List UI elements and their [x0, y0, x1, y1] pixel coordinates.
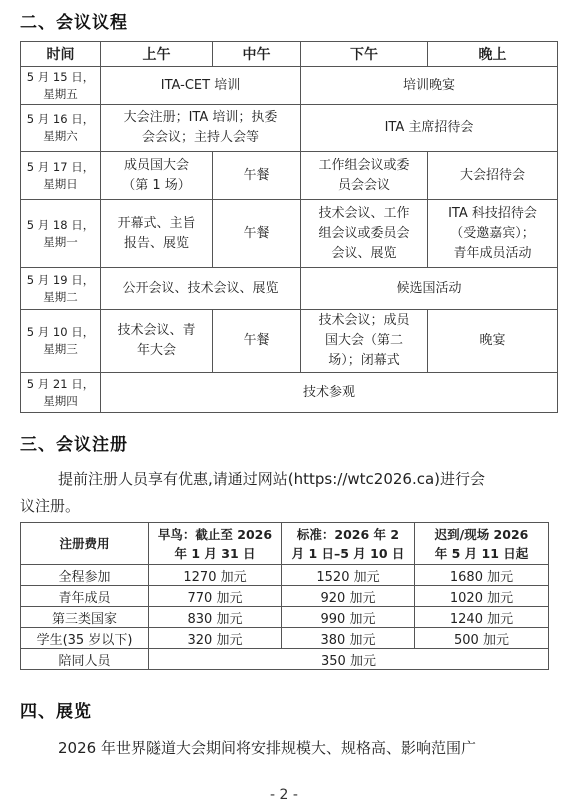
fee-category: 陪同人员 — [21, 649, 149, 670]
schedule-row — [21, 200, 558, 268]
fee-late: 1020 加元 — [415, 586, 549, 607]
date-cell: 5 月 10 日， 星期三 — [21, 310, 101, 373]
fee-late: 1240 加元 — [415, 607, 549, 628]
fee-standard: 920 加元 — [282, 586, 415, 607]
header-evening: 晚上 — [428, 42, 558, 67]
schedule-row — [21, 105, 558, 152]
section-3-title: 三、会议注册 — [20, 435, 128, 455]
header-standard: 标准：2026 年 2 月 1 日–5 月 10 日 — [282, 523, 415, 565]
section-2-title: 二、会议议程 — [20, 13, 128, 33]
afternoon-evening-cell: 培训晚宴 — [301, 67, 558, 105]
table-row — [21, 586, 549, 607]
fee-standard: 990 加元 — [282, 607, 415, 628]
date-cell: 5 月 17 日， 星期日 — [21, 152, 101, 200]
registration-paragraph-line1: 提前注册人员享有优惠,请通过网站(https://wtc2026.ca)进行会 — [58, 470, 486, 488]
registration-paragraph-line2: 议注册。 — [20, 497, 81, 515]
header-fee-type: 注册费用 — [21, 523, 149, 565]
noon-cell: 午餐 — [213, 152, 301, 200]
schedule-row — [21, 310, 558, 373]
schedule-row — [21, 268, 558, 310]
morning-cell: 成员国大会 （第 1 场） — [101, 152, 213, 200]
fee-early: 320 加元 — [149, 628, 282, 649]
date-cell: 5 月 16 日， 星期六 — [21, 105, 101, 152]
morning-noon-cell: ITA-CET 培训 — [101, 67, 301, 105]
fee-category: 学生(35 岁以下) — [21, 628, 149, 649]
fee-late: 500 加元 — [415, 628, 549, 649]
schedule-row — [21, 152, 558, 200]
afternoon-cell: 工作组会议或委 员会会议 — [301, 152, 428, 200]
table-row — [21, 649, 549, 670]
schedule-table — [20, 41, 558, 413]
schedule-row — [21, 67, 558, 105]
page-number: - 2 - — [270, 787, 298, 803]
fee-companion: 350 加元 — [149, 649, 549, 670]
morning-cell: 技术会议、青 年大会 — [101, 310, 213, 373]
header-early-bird: 早鸟：截止至 2026 年 1 月 31 日 — [149, 523, 282, 565]
fee-category: 全程参加 — [21, 565, 149, 586]
afternoon-evening-cell: 候选国活动 — [301, 268, 558, 310]
fee-early: 830 加元 — [149, 607, 282, 628]
afternoon-cell: 技术会议、工作 组会议或委员会 会议、展览 — [301, 200, 428, 268]
fee-standard: 380 加元 — [282, 628, 415, 649]
morning-noon-cell: 公开会议、技术会议、展览 — [101, 268, 301, 310]
schedule-row — [21, 373, 558, 413]
header-noon: 中午 — [213, 42, 301, 67]
fee-early: 770 加元 — [149, 586, 282, 607]
header-morning: 上午 — [101, 42, 213, 67]
noon-cell: 午餐 — [213, 310, 301, 373]
all-day-cell: 技术参观 — [101, 373, 558, 413]
table-row — [21, 565, 549, 586]
fee-standard: 1520 加元 — [282, 565, 415, 586]
date-cell: 5 月 19 日， 星期二 — [21, 268, 101, 310]
evening-cell: ITA 科技招待会 （受邀嘉宾）； 青年成员活动 — [428, 200, 558, 268]
table-row — [21, 628, 549, 649]
header-time: 时间 — [21, 42, 101, 67]
fee-early: 1270 加元 — [149, 565, 282, 586]
section-4-title: 四、展览 — [20, 702, 92, 722]
afternoon-cell: 技术会议；成员 国大会（第二 场）；闭幕式 — [301, 310, 428, 373]
afternoon-evening-cell: ITA 主席招待会 — [301, 105, 558, 152]
morning-noon-cell: 大会注册；ITA 培训；执委 会会议；主持人会等 — [101, 105, 301, 152]
evening-cell: 大会招待会 — [428, 152, 558, 200]
noon-cell: 午餐 — [213, 200, 301, 268]
schedule-header-row — [21, 42, 558, 67]
fee-category: 青年成员 — [21, 586, 149, 607]
header-late-onsite: 迟到/现场 2026 年 5 月 11 日起 — [415, 523, 549, 565]
header-afternoon: 下午 — [301, 42, 428, 67]
morning-cell: 开幕式、主旨 报告、展览 — [101, 200, 213, 268]
fee-category: 第三类国家 — [21, 607, 149, 628]
table-row — [21, 607, 549, 628]
registration-header-row — [21, 523, 549, 565]
date-cell: 5 月 18 日， 星期一 — [21, 200, 101, 268]
date-cell: 5 月 15 日， 星期五 — [21, 67, 101, 105]
exhibition-paragraph: 2026 年世界隧道大会期间将安排规模大、规格高、影响范围广 — [58, 739, 476, 757]
evening-cell: 晚宴 — [428, 310, 558, 373]
registration-table — [20, 522, 549, 670]
date-cell: 5 月 21 日， 星期四 — [21, 373, 101, 413]
fee-late: 1680 加元 — [415, 565, 549, 586]
